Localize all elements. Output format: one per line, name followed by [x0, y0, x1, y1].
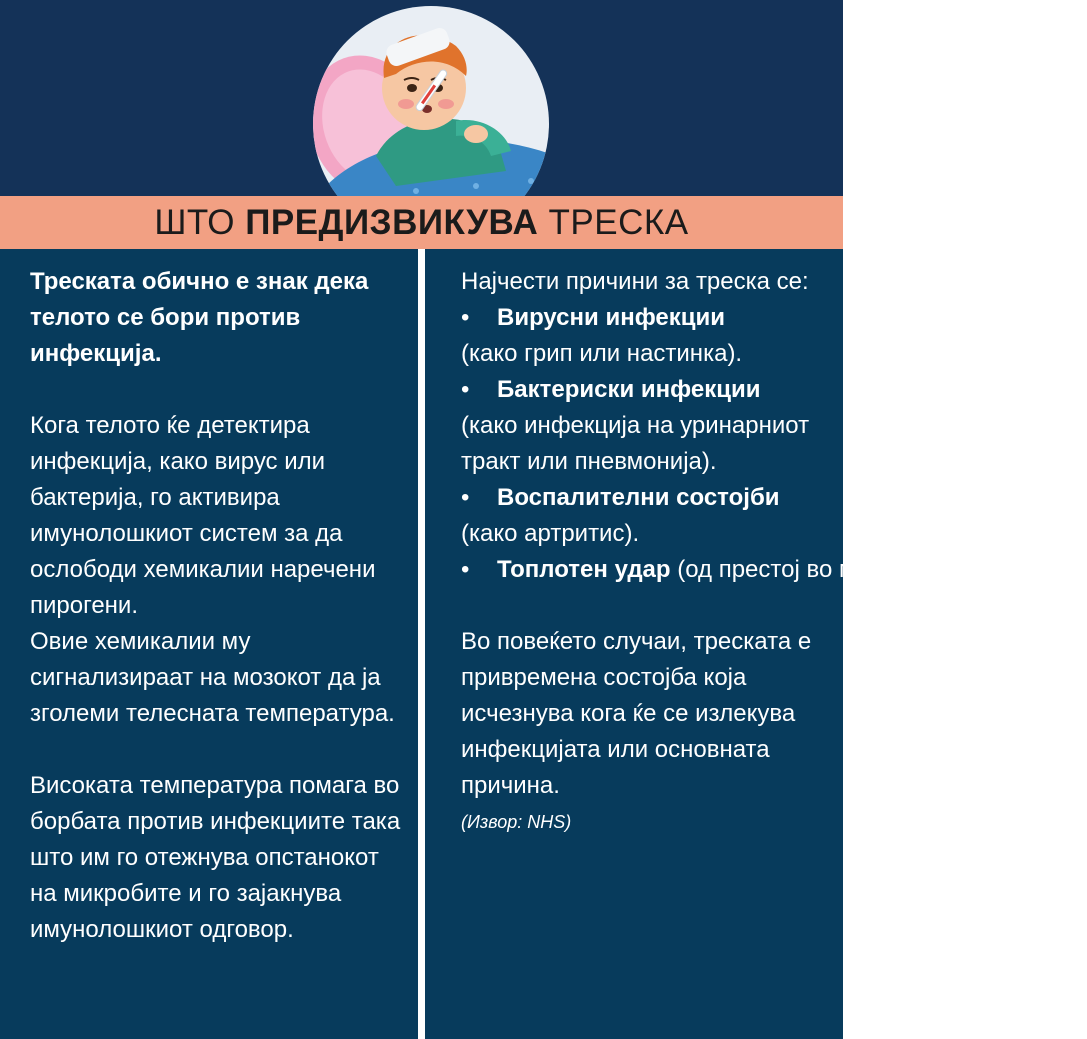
- page-title: [0, 196, 843, 249]
- cause-title: Воспалителни состојби: [497, 484, 780, 511]
- left-paragraph-2: Овие хемикалии му сигнализираат на мозокот да ја зголеми телесната температура.: [30, 628, 395, 727]
- cause-detail: (како грип или настинка).: [461, 340, 743, 367]
- source-citation: (Извор: NHS): [461, 812, 572, 832]
- bullet-icon: •: [461, 304, 470, 331]
- left-paragraph-3: Високата температура помага во борбата против инфекциите така што им го отежнува опстанокот на микробите и го зајакнува имунолошкиот одговор.: [30, 772, 401, 943]
- right-panel: [425, 249, 1087, 1039]
- left-paragraph-1: Кога телото ќе детектира инфекција, како вирус или бактерија, го активира имунолошкиот систем за да ослободи хемикалии наречени пирогени.: [30, 412, 376, 619]
- left-intro: Треската обично е знак дека телото се бори против инфекција.: [30, 268, 369, 367]
- cause-detail: (како инфекција на уринарниот тракт или пневмонија).: [461, 412, 810, 475]
- right-conclusion: Во повеќето случаи, треската е привремена состојба која исчезнува кога ќе се излекува инфекцијата или основната причина.: [461, 628, 812, 799]
- cause-title: Топлотен удар: [497, 556, 671, 583]
- cause-item: [461, 480, 843, 516]
- cause-item: [461, 372, 843, 408]
- title-part-2: ПРЕДИЗВИКУВА: [245, 203, 539, 242]
- left-panel: [0, 249, 418, 1039]
- cause-item: [461, 300, 843, 336]
- column-divider: [418, 249, 425, 1039]
- bullet-icon: •: [461, 376, 470, 403]
- title-part-1: ШТО: [154, 203, 246, 242]
- bullet-icon: •: [461, 484, 470, 511]
- cause-title: Бактериски инфекции: [497, 376, 761, 403]
- cause-item: [461, 552, 1087, 588]
- bullet-icon: •: [461, 556, 470, 583]
- cause-title: Вирусни инфекции: [497, 304, 725, 331]
- title-part-3: ТРЕСКА: [538, 203, 689, 242]
- cause-detail: (како артритис).: [461, 520, 640, 547]
- right-intro: Најчести причини за треска се:: [461, 268, 809, 295]
- cause-detail-inline: (од престој во многу топла средина).: [670, 556, 1087, 583]
